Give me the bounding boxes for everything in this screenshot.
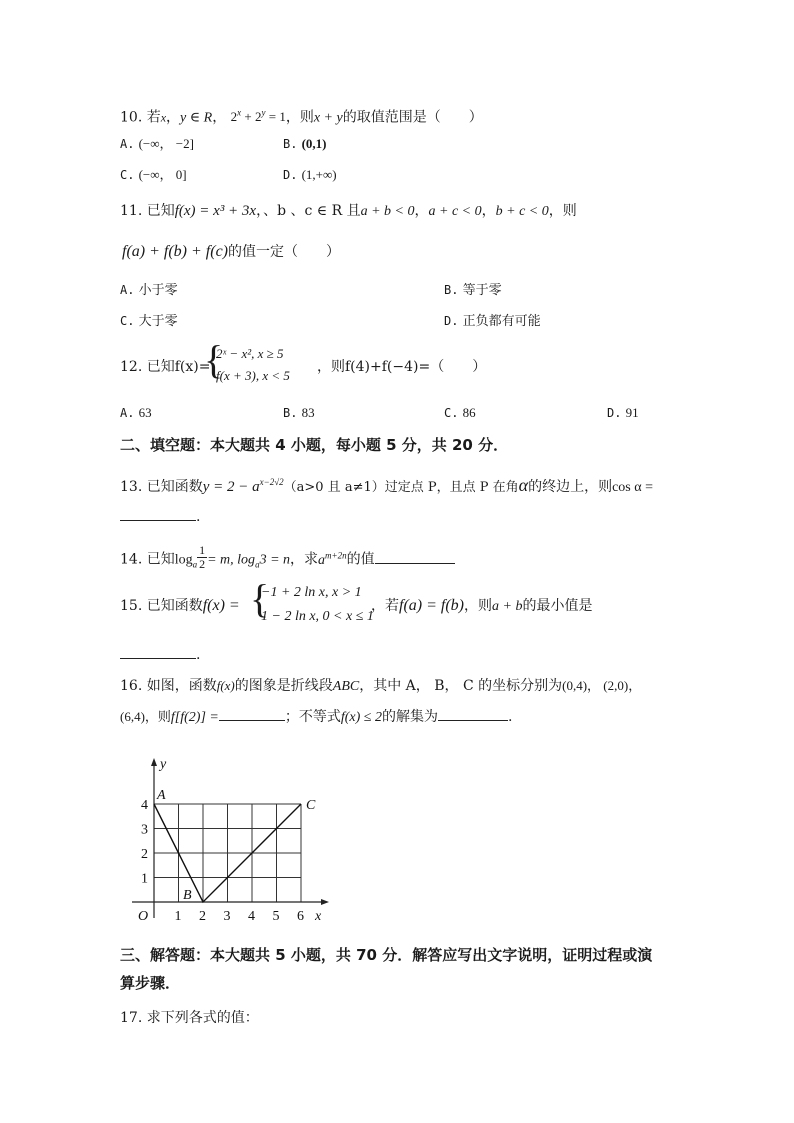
figure-grid [154,804,301,902]
q15-number: 15. [120,598,143,614]
q10-option-c[interactable]: C. (−∞， 0] [120,167,187,182]
section-2-heading: 二、填空题：本大题共 4 小题，每小题 5 分，共 20 分． [120,436,509,454]
q11-stem: 11. 已知f(x) = x³ + 3x，、b 、c ∈ R 且a + b < 0，a + c < 0，b + c < 0，则 [120,203,577,219]
q12-case2: f(x + 3), x < 5 [216,368,290,383]
section-3-heading-cont: 算步骤． [120,974,181,992]
q10-equation: $2^x + 2^y = 1$ [230,108,286,125]
q13-function: $y = 2 - a^{x-2√2}$ [202,477,284,495]
q14-stem: 14. 已知$\log_a$ $\frac{1}{2}$ = m, $\log_a3 = n$，求$a^{m+2n}$的值 [120,545,455,574]
q10-var-x: x [160,110,167,125]
q11-option-a[interactable]: A. 小于零 [120,283,178,298]
q15-brace: { [250,576,270,621]
q13-number: 13. [120,479,143,495]
y-tick-label: 2 [141,847,148,862]
q17-number: 17. [120,1010,143,1026]
q10-y-in-r: y ∈ R [180,110,213,126]
x-tick-label: 5 [272,909,280,924]
q12-option-d[interactable]: D. 91 [607,405,639,420]
q11-stem-line2: f(a) + f(b) + f(c)的值一定（ ） [122,243,340,260]
q14-number: 14. [120,551,143,568]
q12-brace: { [204,337,224,382]
x-tick-label: 4 [248,909,255,924]
q12-stem-prefix: 12. 已知f(x)= [120,359,211,375]
q16-answer-blank-1[interactable] [219,706,285,721]
q11-cond1: a + b < 0 [360,204,415,219]
q12-stem-suffix: ，则f(4)+f(−4)=（ ） [317,359,487,375]
q15-answer-line[interactable]: . [120,644,200,665]
q12-option-b[interactable]: B. 83 [283,405,315,420]
q10-option-b[interactable]: B. (0,1) [283,136,327,151]
q16-answer-blank-2[interactable] [438,706,508,721]
q10-number: 10. [120,109,143,126]
q14-expr: $a^{m+2n}$ [318,550,347,568]
q12-case1: 2ˣ − x², x ≥ 5 [216,346,284,361]
x-axis-label: x [315,909,322,924]
point-label-b: B [183,888,192,903]
q14-answer-line[interactable] [375,549,455,564]
q16-number: 16. [120,678,143,694]
q13-stem: 13. 已知函数$y = 2 - a^{x-2√2}(a>0$ 且 a≠1）过定点 P，且点 P 在角α的终边上，则cos α = [120,475,653,495]
q11-function: f(x) = x³ + 3x [174,203,257,219]
y-tick-label: 1 [141,871,148,887]
q10-stem: 10. 若x，y ∈ R， $2^x + 2^y = 1$，则x + y的取值范围是（ ） [120,108,483,126]
q11-cond3: b + c < 0 [495,204,549,219]
q11-sum-expr: f(a) + f(b) + f(c) [122,243,228,260]
q15-case1: −1 + 2 ln x, x > 1 [261,585,362,600]
point-label-a: A [157,788,166,803]
q14-fraction: $\frac{1}{2}$ [199,543,206,572]
y-axis-label: y [160,757,167,772]
q16-stem-line2: (6,4)，则f[f(2)] = ；不等式f(x) ≤ 2的解集为 . [120,706,512,728]
y-tick-label: 3 [141,822,148,838]
x-tick-label: 2 [199,909,206,924]
x-tick-label: 3 [223,909,231,924]
y-tick-label: 4 [141,798,148,813]
q16-graph-figure [120,742,340,932]
q11-option-b[interactable]: B. 等于零 [444,283,502,298]
q11-number: 11. [120,203,143,219]
q15-case2: 1 − 2 ln x, 0 < x ≤ 1 [261,609,374,624]
point-label-c: C [306,798,316,813]
q11-cond2: a + c < 0 [428,204,482,219]
figure-axes [132,758,329,918]
origin-label: O [138,909,149,924]
q10-option-a[interactable]: A. (−∞， −2] [120,136,194,151]
q15-stem-prefix: 15. 已知函数f(x) = [120,597,240,614]
q16-stem: 16. 如图，函数f(x)的图象是折线段ABC，其中 A， B， C 的坐标分别为(0,4)， (2,0)， [120,678,642,694]
q12-number: 12. [120,359,143,375]
q13-cos: cos α = [612,480,653,495]
section-3-heading: 三、解答题：本大题共 5 小题，共 70 分．解答应写出文字说明，证明过程或演 [120,946,653,964]
q12-option-c[interactable]: C. 86 [444,405,476,420]
q13-answer-line[interactable]: . [120,506,200,527]
q15-stem-suffix: ，若f(a) = f(b)，则a + b的最小值是 [371,597,593,614]
q10-option-d[interactable]: D. (1,+∞) [283,167,337,182]
q11-option-d[interactable]: D. 正负都有可能 [444,314,541,329]
x-axis-arrow [321,899,329,905]
q10-text-a: 若 [146,109,161,126]
figure-labels [138,757,322,924]
q13-alpha: α [518,475,529,495]
x-tick-label: 1 [174,909,182,924]
q11-option-c[interactable]: C. 大于零 [120,314,178,329]
q12-option-a[interactable]: A. 63 [120,405,152,420]
x-tick-label: 6 [297,909,304,924]
q10-sum: x + y [313,110,343,126]
q17-stem: 17. 求下列各式的值： [120,1010,259,1026]
y-axis-arrow [151,758,157,766]
